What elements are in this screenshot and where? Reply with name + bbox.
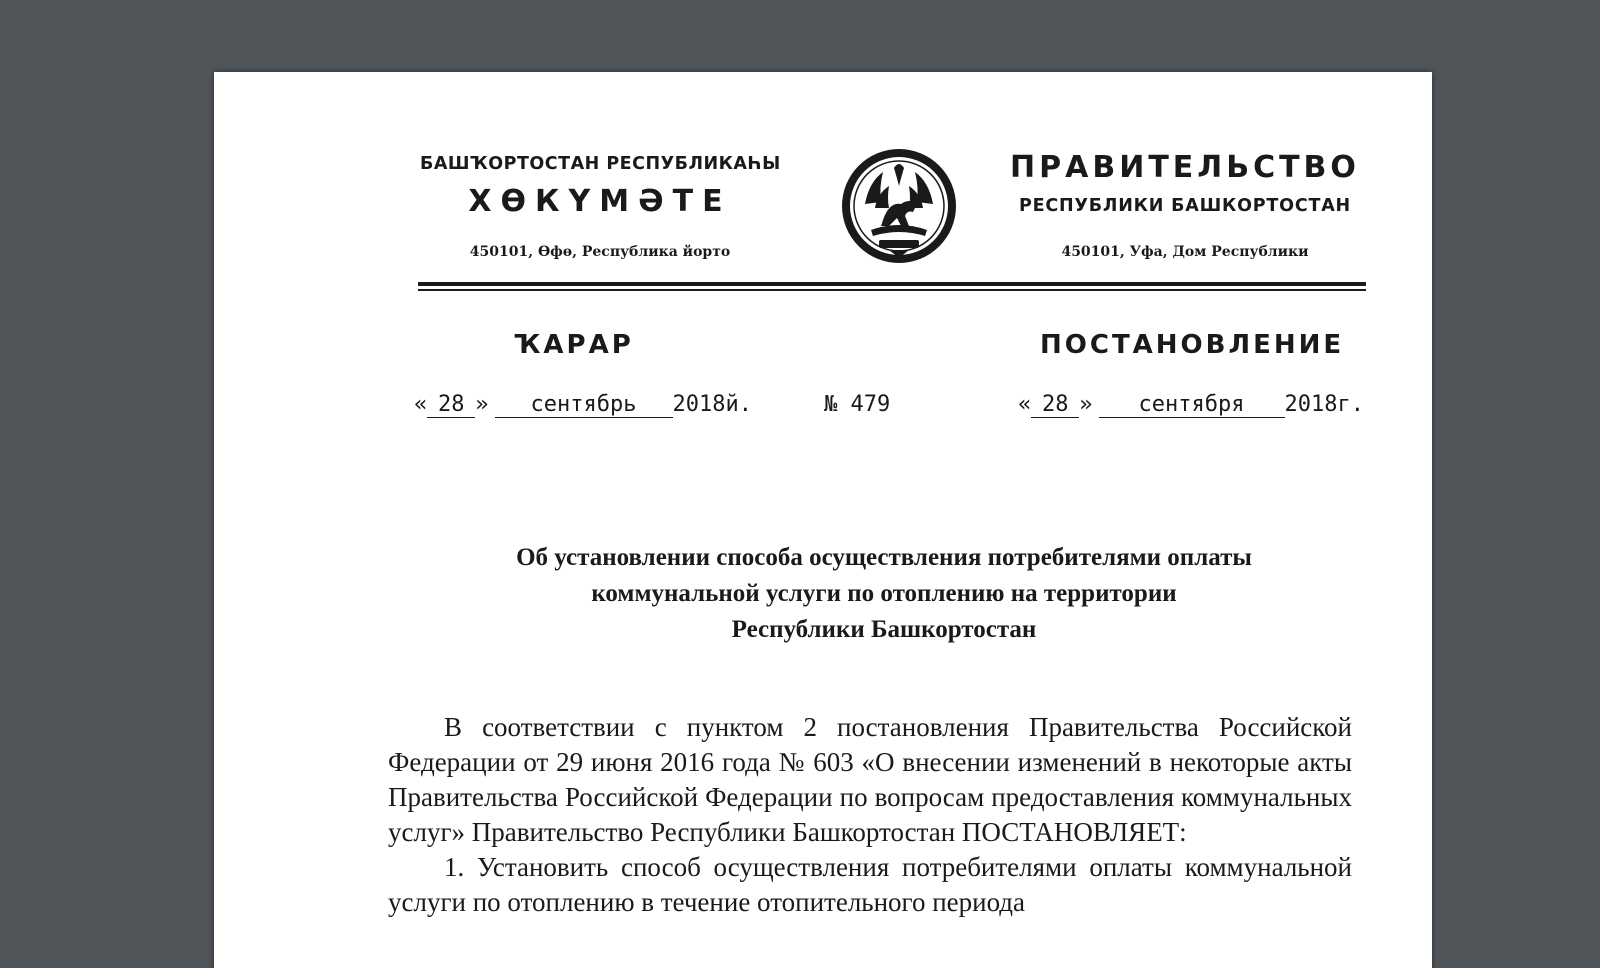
document-number: № 479 — [824, 392, 891, 417]
date-year: 2018й. — [672, 392, 752, 417]
russian-address: 450101, Уфа, Дом Республики — [1061, 244, 1309, 260]
date-day: 28 — [427, 392, 475, 418]
state-emblem-icon — [839, 146, 959, 272]
body-paragraph: В соответствии с пунктом 2 постановления Правительства Российской Федерации от 29 июня 2016 года № 603 «О внесении изменений в некоторые акты Правительства Российской Федерации по вопросам предоставления коммунальных услуг» Правительство Республики Башкортостан ПОСТАНОВЛЯЕТ: — [388, 712, 1352, 847]
bashkir-document-type: ҠАРАР — [514, 330, 634, 360]
body-paragraph: 1. Установить способ осуществления потребителями оплаты коммунальной услуги по отоплению в течение отопительного периода — [388, 852, 1352, 917]
date-bashkir — [414, 392, 752, 418]
date-russian — [1018, 392, 1364, 418]
russian-republic-name: РЕСПУБЛИКИ БАШКОРТОСТАН — [1018, 196, 1351, 216]
header-divider-thin — [418, 289, 1366, 291]
title-line: Республики Башкортостан — [731, 616, 1037, 643]
russian-document-type: ПОСТАНОВЛЕНИЕ — [1040, 330, 1345, 360]
document-page — [214, 72, 1432, 968]
date-close-quote: » — [475, 392, 489, 417]
title-line: коммунальной услуги по отоплению на территории — [591, 580, 1177, 607]
date-open-quote: « — [1018, 392, 1032, 417]
russian-government-name: ПРАВИТЕЛЬСТВО — [1010, 150, 1360, 185]
bashkir-republic-name: БАШҠОРТОСТАН РЕСПУБЛИКАҺЫ — [420, 154, 781, 174]
date-close-quote: » — [1079, 392, 1093, 417]
bashkir-government-name: ХӨКҮМӘТЕ — [468, 184, 732, 219]
date-open-quote: « — [414, 392, 428, 417]
date-month: сентября — [1099, 392, 1285, 418]
date-year: 2018г. — [1284, 392, 1364, 417]
document-title — [394, 540, 1374, 648]
date-day: 28 — [1031, 392, 1079, 418]
title-line: Об установлении способа осуществления потребителями оплаты — [516, 544, 1252, 571]
date-month: сентябрь — [495, 392, 673, 418]
header-divider-thick — [418, 282, 1366, 286]
document-body — [388, 710, 1352, 920]
bashkir-address: 450101, Өфө, Республика йорто — [469, 244, 731, 260]
